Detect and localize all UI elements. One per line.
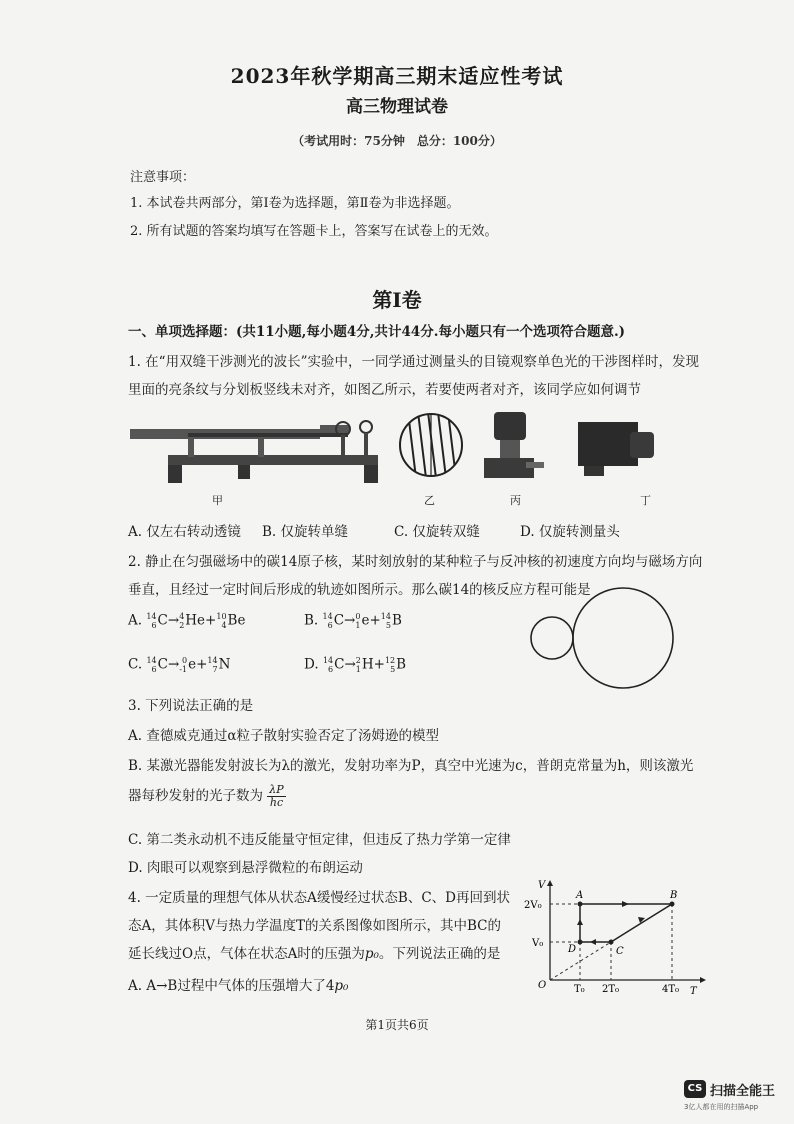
q1-option-a: A. 仅左右转动透镜 xyxy=(128,524,241,540)
q4-line2: 态A，其体积V与热力学温度T的关系图像如图所示，其中BC的 xyxy=(128,918,502,934)
origin-label: O xyxy=(538,980,547,991)
q2-stem-line2: 垂直，且经过一定时间后形成的轨迹如图所示。那么碳14的核反应方程可能是 xyxy=(128,582,591,598)
q2-option-c: C. 14 6 C→ 0 -1 e+ 14 7 N xyxy=(128,656,231,674)
track-circles-figure xyxy=(528,594,688,694)
q2-option-a: A. 14 6 C→ 4 2 He+ 10 4 Be xyxy=(128,612,246,630)
exam-info: （考试用时：75分钟 总分：100分） xyxy=(292,134,502,148)
point-c-label: C xyxy=(616,946,624,957)
nuclide-notation: 0 -1 xyxy=(179,656,188,674)
q2-option-d: D. 14 6 C→ 2 1 H+ 12 5 B xyxy=(304,656,407,674)
nuclide-notation: 12 5 xyxy=(384,656,396,674)
notes-heading: 注意事项： xyxy=(130,170,196,185)
optical-bench-figure xyxy=(128,415,388,490)
fig-label-jia: 甲 xyxy=(212,494,223,507)
fig-label-ding: 丁 xyxy=(640,494,651,507)
camscanner-logo-icon: CS xyxy=(684,1080,706,1098)
fig-label-bing: 丙 xyxy=(510,494,521,507)
q3-option-b-line1: B. 某激光器能发射波长为λ的激光，发射功率为P，真空中光速为c，普朗克常量为h，则该激光 xyxy=(128,758,694,774)
nuclide-notation: 14 5 xyxy=(380,612,391,630)
nuclide-notation: 4 2 xyxy=(179,612,185,630)
nuclide-notation: 10 4 xyxy=(216,612,227,630)
q3-stem: 3. 下列说法正确的是 xyxy=(128,698,254,714)
q1-option-b: B. 仅旋转单缝 xyxy=(262,524,349,540)
t-axis-label: T xyxy=(690,986,697,997)
note-item-2: 2. 所有试题的答案均填写在答题卡上，答案写在试卷上的无效。 xyxy=(130,224,498,239)
point-d-label: D xyxy=(568,944,577,955)
y-tick-v0: V₀ xyxy=(532,938,544,949)
q3-option-d: D. 肉眼可以观察到悬浮微粒的布朗运动 xyxy=(128,860,363,876)
q4-line3: 延长线过O点，气体在状态A时的压强为p₀。下列说法正确的是 xyxy=(128,946,501,962)
q3-option-b-line2: 器每秒发射的光子数为 $\frac{\lambda P}{hc}$ xyxy=(128,783,284,809)
nuclide-notation: 2 1 xyxy=(355,656,361,674)
q2-option-b: B. 14 6 C→ 0 1 e+ 14 5 B xyxy=(304,612,402,630)
nuclide-notation: 0 1 xyxy=(355,612,361,630)
exam-title: 2023年秋学期高三期末适应性考试 xyxy=(230,64,564,88)
watermark-name: 扫描全能王 xyxy=(710,1084,776,1099)
measuring-head-figure xyxy=(480,410,550,485)
point-b-label: B xyxy=(670,890,678,901)
nuclide-notation: 14 6 xyxy=(322,656,334,674)
q1-option-c: C. 仅旋转双缝 xyxy=(394,524,480,540)
section1-heading: 一、单项选择题：(共11小题,每小题4分,共计44分.每小题只有一个选项符合题意.) xyxy=(128,324,626,340)
v-axis-label: V xyxy=(538,880,546,891)
nuclide-notation: 14 6 xyxy=(322,612,333,630)
x-tick-2t0: 2T₀ xyxy=(602,984,620,995)
nuclide-notation: 14 6 xyxy=(146,612,157,630)
fringe-pattern-figure xyxy=(398,412,464,478)
x-tick-t0: T₀ xyxy=(574,984,585,995)
q1-stem-line1: 1. 在“用双缝干涉测光的波长”实验中，一同学通过测量头的目镜观察单色光的干涉图样时，发现 xyxy=(128,354,699,370)
note-item-1: 1. 本试卷共两部分，第Ⅰ卷为选择题，第Ⅱ卷为非选择题。 xyxy=(130,196,460,211)
nuclide-notation: 14 7 xyxy=(207,656,218,674)
q1-stem-line2: 里面的亮条纹与分划板竖线未对齐，如图乙所示，若要使两者对齐，该同学应如何调节 xyxy=(128,382,641,398)
fig-label-yi: 乙 xyxy=(424,494,435,507)
y-tick-2v0: 2V₀ xyxy=(524,900,542,911)
vt-graph xyxy=(524,876,710,998)
watermark-subtitle: 3亿人都在用的扫描App xyxy=(684,1103,759,1111)
point-a-label: A xyxy=(576,890,584,901)
q1-option-d: D. 仅旋转测量头 xyxy=(520,524,620,540)
volume-title: 第Ⅰ卷 xyxy=(372,288,422,312)
eyepiece-figure xyxy=(574,418,658,480)
photon-count-fraction: $\frac{\lambda P}{hc}$ xyxy=(269,783,284,809)
q2-stem-line1: 2. 静止在匀强磁场中的碳14原子核，某时刻放射的某种粒子与反冲核的初速度方向均与磁场方向 xyxy=(128,554,703,570)
q4-line1: 4. 一定质量的理想气体从状态A缓慢经过状态B、C、D再回到状 xyxy=(128,890,510,906)
nuclide-notation: 14 6 xyxy=(146,656,157,674)
q3-option-c: C. 第二类永动机不违反能量守恒定律，但违反了热力学第一定律 xyxy=(128,832,511,848)
exam-subject: 高三物理试卷 xyxy=(346,97,448,117)
q3-option-a: A. 查德威克通过α粒子散射实验否定了汤姆逊的模型 xyxy=(128,728,439,744)
q4-option-a: A. A→B过程中气体的压强增大了4p₀ xyxy=(128,978,349,994)
page-footer: 第1页共6页 xyxy=(365,1018,429,1032)
x-tick-4t0: 4T₀ xyxy=(662,984,680,995)
